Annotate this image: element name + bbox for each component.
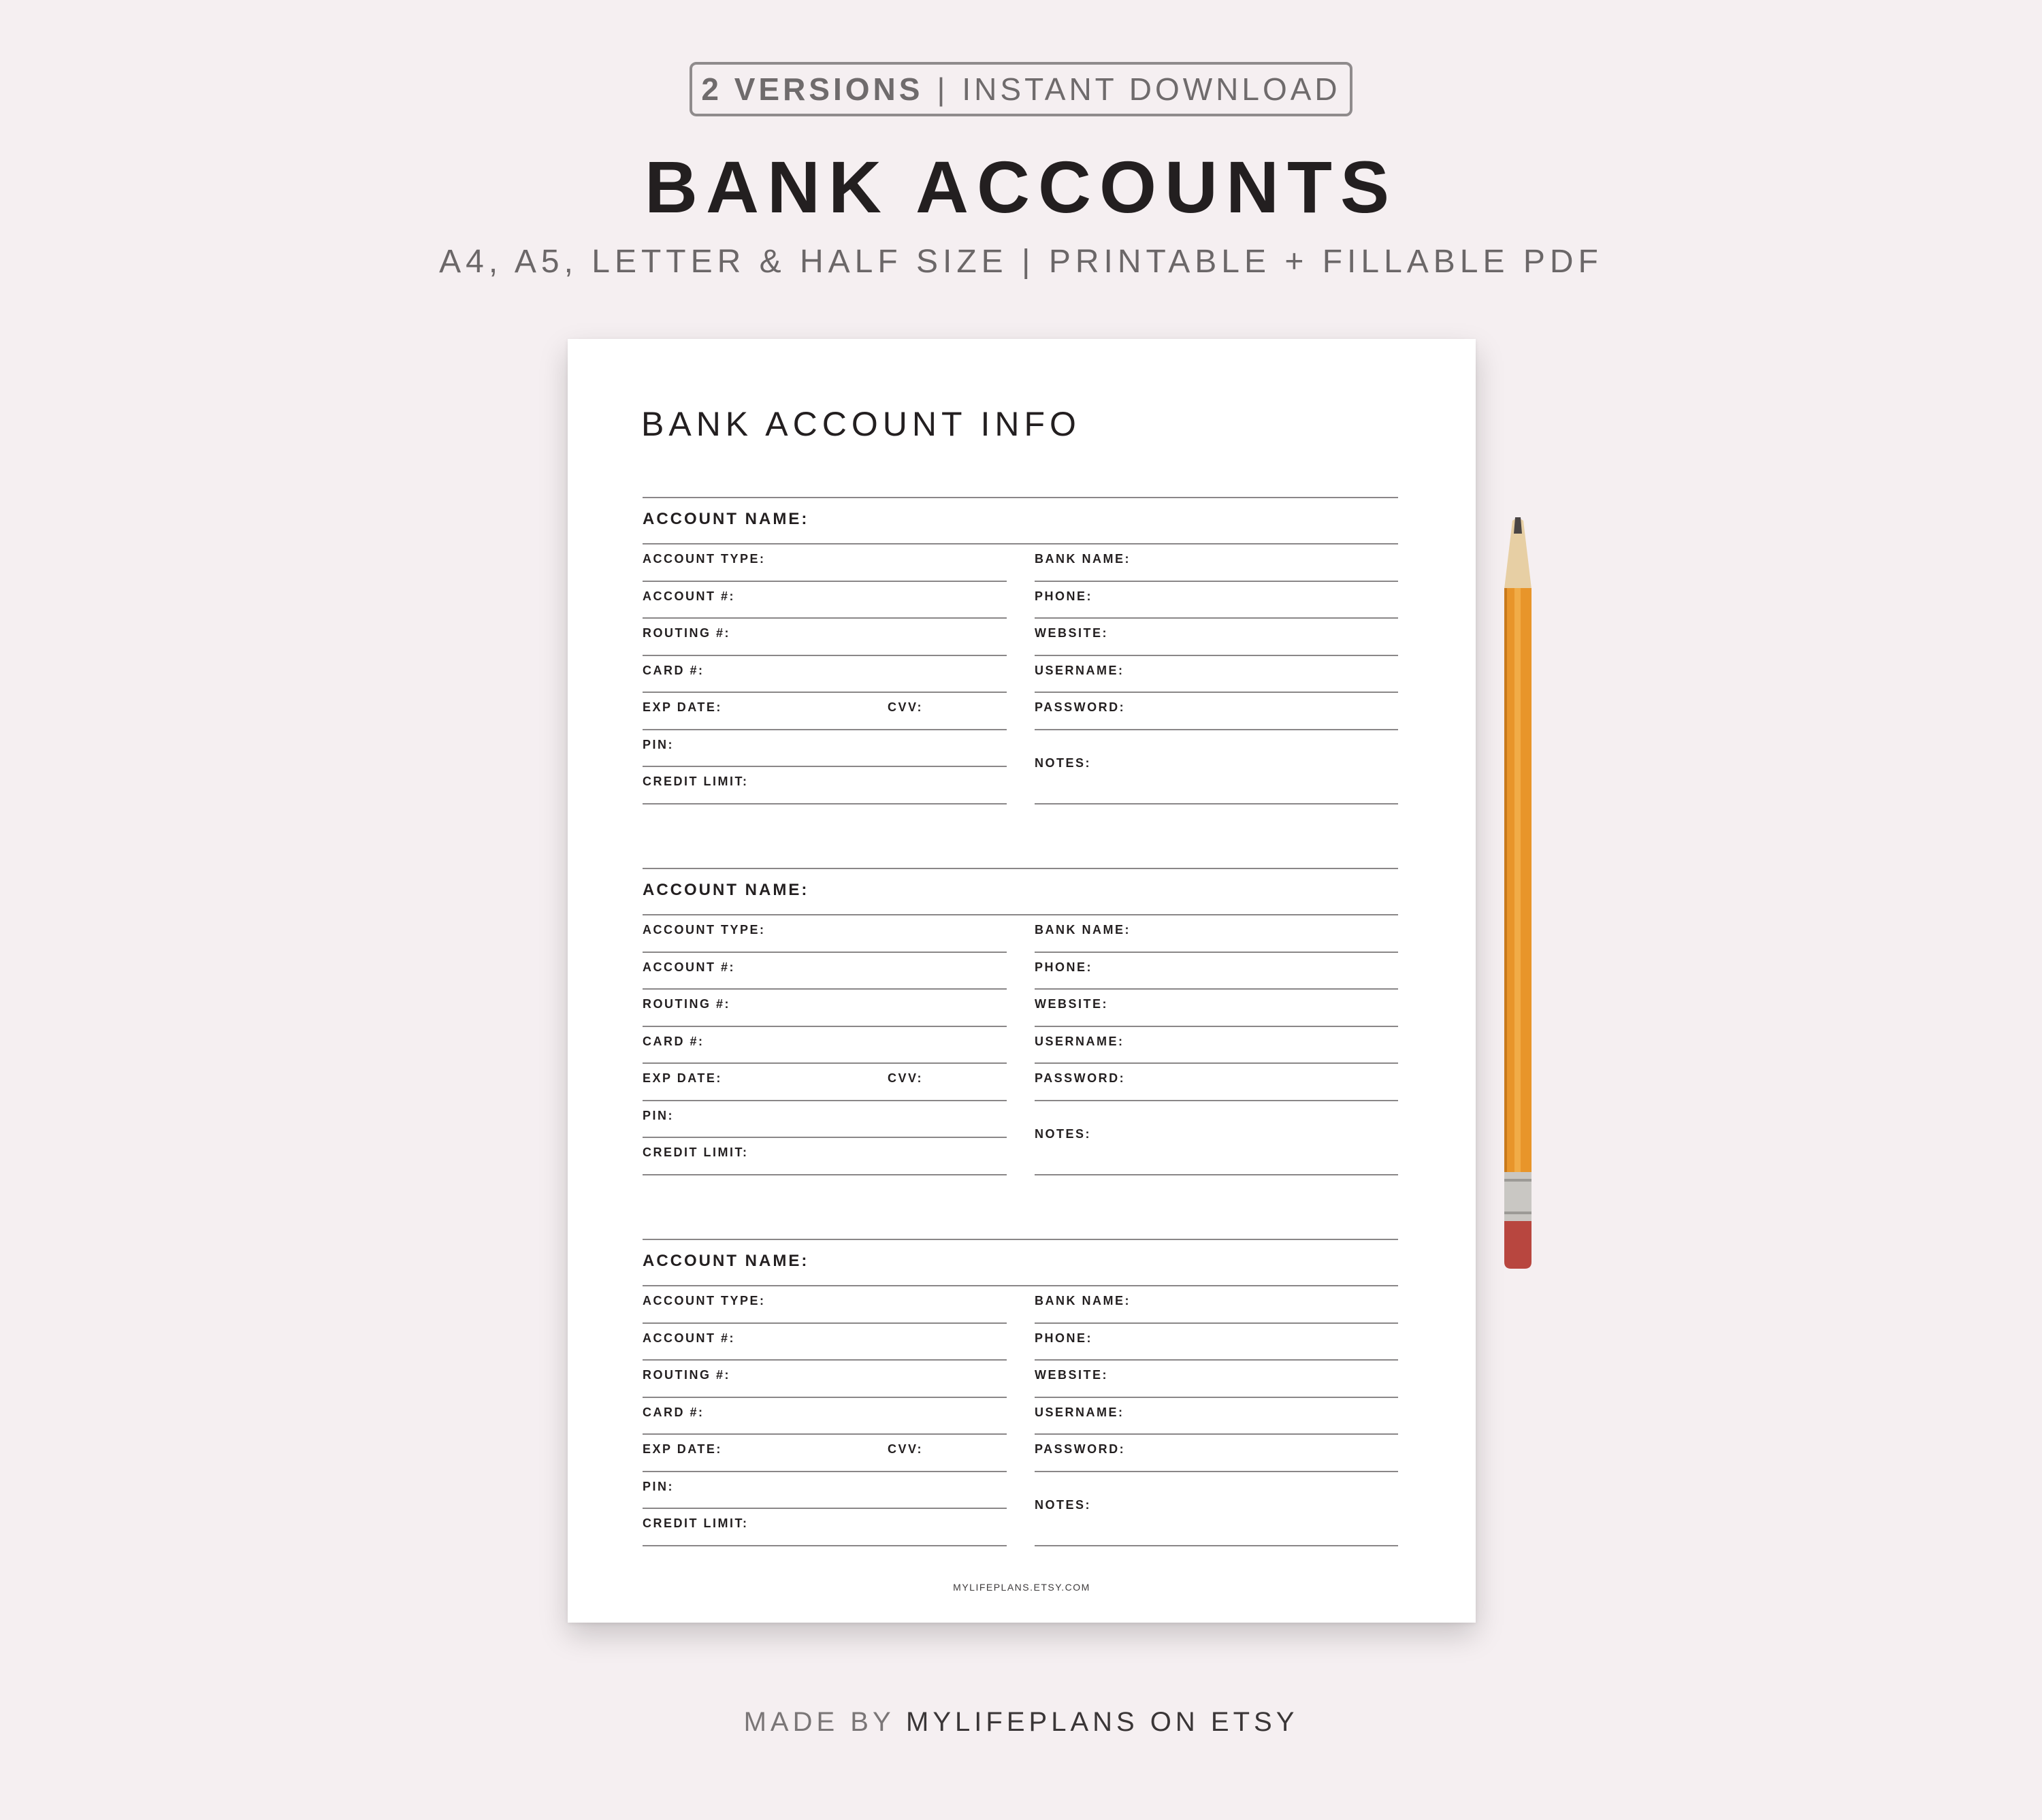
field-label-right-3: USERNAME: <box>1035 1034 1124 1048</box>
field-label-left-6: CREDIT LIMIT: <box>643 1516 749 1530</box>
field-line-right-3 <box>1035 692 1398 693</box>
field-label-left-0: ACCOUNT TYPE: <box>643 552 766 566</box>
sheet-footer: MYLIFEPLANS.ETSY.COM <box>953 1582 1090 1593</box>
made-by-text: MADE BY <box>743 1707 894 1737</box>
field-line-left-5 <box>643 1137 1007 1138</box>
account-name-rule <box>643 543 1398 545</box>
field-label-left-2: ROUTING #: <box>643 626 731 640</box>
field-label-left-3: CARD #: <box>643 1405 704 1419</box>
field-line-left-6 <box>643 803 1007 805</box>
printable-sheet <box>568 339 1476 1623</box>
field-line-right-0 <box>1035 581 1398 582</box>
field-line-left-0 <box>643 952 1007 953</box>
cvv-label: CVV: <box>888 1071 924 1085</box>
field-label-left-6: CREDIT LIMIT: <box>643 775 749 788</box>
pencil-shade <box>1504 588 1507 1173</box>
account-top-rule <box>643 1239 1398 1240</box>
ferrule-ridge-2 <box>1504 1212 1532 1214</box>
notes-line <box>1035 1545 1398 1546</box>
cvv-label: CVV: <box>888 1442 924 1456</box>
field-line-right-0 <box>1035 952 1398 953</box>
field-line-left-5 <box>643 1508 1007 1509</box>
field-line-left-0 <box>643 1322 1007 1324</box>
field-line-left-3 <box>643 1433 1007 1435</box>
field-label-left-2: ROUTING #: <box>643 997 731 1011</box>
notes-line <box>1035 1174 1398 1175</box>
pencil-eraser <box>1504 1221 1532 1269</box>
account-block-2 <box>643 868 1398 1195</box>
sheet-title: BANK ACCOUNT INFO <box>641 405 1081 443</box>
field-label-right-4: PASSWORD: <box>1035 1442 1126 1456</box>
field-label-left-4: EXP DATE: <box>643 700 722 714</box>
account-name-label: ACCOUNT NAME: <box>643 1252 809 1270</box>
field-label-right-1: PHONE: <box>1035 960 1093 974</box>
field-label-right-2: WEBSITE: <box>1035 997 1108 1011</box>
field-line-right-2 <box>1035 1026 1398 1027</box>
pencil-lead <box>1514 517 1522 534</box>
field-label-left-5: PIN: <box>643 737 674 751</box>
field-label-left-1: ACCOUNT #: <box>643 589 735 603</box>
field-label-left-4: EXP DATE: <box>643 1071 722 1085</box>
field-label-left-0: ACCOUNT TYPE: <box>643 923 766 937</box>
field-label-left-1: ACCOUNT #: <box>643 960 735 974</box>
field-line-left-4 <box>643 1100 1007 1101</box>
account-block-3 <box>643 1239 1398 1565</box>
notes-label: NOTES: <box>1035 1126 1092 1141</box>
field-line-left-4 <box>643 1471 1007 1472</box>
field-line-left-1 <box>643 1359 1007 1361</box>
field-line-left-2 <box>643 655 1007 656</box>
page-subtitle: A4, A5, LETTER & HALF SIZE | PRINTABLE + FILLABLE PDF <box>439 244 1603 280</box>
field-line-left-2 <box>643 1397 1007 1398</box>
account-name-rule <box>643 1285 1398 1286</box>
field-label-right-0: BANK NAME: <box>1035 1294 1131 1307</box>
field-line-right-1 <box>1035 988 1398 990</box>
field-line-right-2 <box>1035 1397 1398 1398</box>
field-label-left-4: EXP DATE: <box>643 1442 722 1456</box>
notes-label: NOTES: <box>1035 755 1092 770</box>
field-label-left-2: ROUTING #: <box>643 1368 731 1382</box>
field-line-left-6 <box>643 1174 1007 1175</box>
versions-count: 2 VERSIONS <box>701 71 924 107</box>
field-label-right-4: PASSWORD: <box>1035 700 1126 714</box>
field-label-left-6: CREDIT LIMIT: <box>643 1145 749 1159</box>
made-by-footer <box>0 1702 2042 1742</box>
field-line-right-2 <box>1035 655 1398 656</box>
field-line-left-1 <box>643 988 1007 990</box>
field-line-left-3 <box>643 1062 1007 1064</box>
field-label-right-0: BANK NAME: <box>1035 923 1131 937</box>
pencil-image <box>1497 517 1538 1273</box>
field-line-right-3 <box>1035 1433 1398 1435</box>
field-line-left-1 <box>643 617 1007 619</box>
field-label-left-0: ACCOUNT TYPE: <box>643 1294 766 1307</box>
field-line-right-3 <box>1035 1062 1398 1064</box>
field-label-left-1: ACCOUNT #: <box>643 1331 735 1345</box>
account-top-rule <box>643 497 1398 498</box>
badge-separator: | <box>937 71 949 107</box>
field-label-left-5: PIN: <box>643 1108 674 1122</box>
field-line-left-4 <box>643 729 1007 730</box>
notes-line <box>1035 803 1398 805</box>
field-line-left-5 <box>643 766 1007 767</box>
field-line-right-4 <box>1035 729 1398 730</box>
pencil-highlight <box>1514 588 1521 1173</box>
field-line-right-1 <box>1035 617 1398 619</box>
field-line-right-4 <box>1035 1100 1398 1101</box>
account-name-label: ACCOUNT NAME: <box>643 881 809 899</box>
field-line-right-1 <box>1035 1359 1398 1361</box>
account-name-rule <box>643 914 1398 915</box>
page-title: BANK ACCOUNTS <box>645 146 1397 228</box>
field-line-right-4 <box>1035 1471 1398 1472</box>
ferrule-ridge-1 <box>1504 1179 1532 1182</box>
field-label-left-5: PIN: <box>643 1479 674 1493</box>
brand-name: MYLIFEPLANS ON ETSY <box>906 1707 1299 1737</box>
field-line-left-3 <box>643 692 1007 693</box>
field-label-right-3: USERNAME: <box>1035 663 1124 677</box>
notes-label: NOTES: <box>1035 1497 1092 1512</box>
field-label-right-1: PHONE: <box>1035 589 1093 603</box>
field-label-right-1: PHONE: <box>1035 1331 1093 1345</box>
field-label-left-3: CARD #: <box>643 1034 704 1048</box>
field-label-left-3: CARD #: <box>643 663 704 677</box>
field-label-right-2: WEBSITE: <box>1035 1368 1108 1382</box>
field-line-left-0 <box>643 581 1007 582</box>
field-label-right-2: WEBSITE: <box>1035 626 1108 640</box>
field-label-right-0: BANK NAME: <box>1035 552 1131 566</box>
versions-badge <box>690 62 1352 116</box>
account-top-rule <box>643 868 1398 869</box>
field-label-right-3: USERNAME: <box>1035 1405 1124 1419</box>
field-line-left-6 <box>643 1545 1007 1546</box>
account-name-label: ACCOUNT NAME: <box>643 510 809 528</box>
field-line-right-0 <box>1035 1322 1398 1324</box>
cvv-label: CVV: <box>888 700 924 714</box>
account-block-1 <box>643 497 1398 824</box>
instant-download-text: INSTANT DOWNLOAD <box>962 71 1341 107</box>
field-line-left-2 <box>643 1026 1007 1027</box>
field-label-right-4: PASSWORD: <box>1035 1071 1126 1085</box>
